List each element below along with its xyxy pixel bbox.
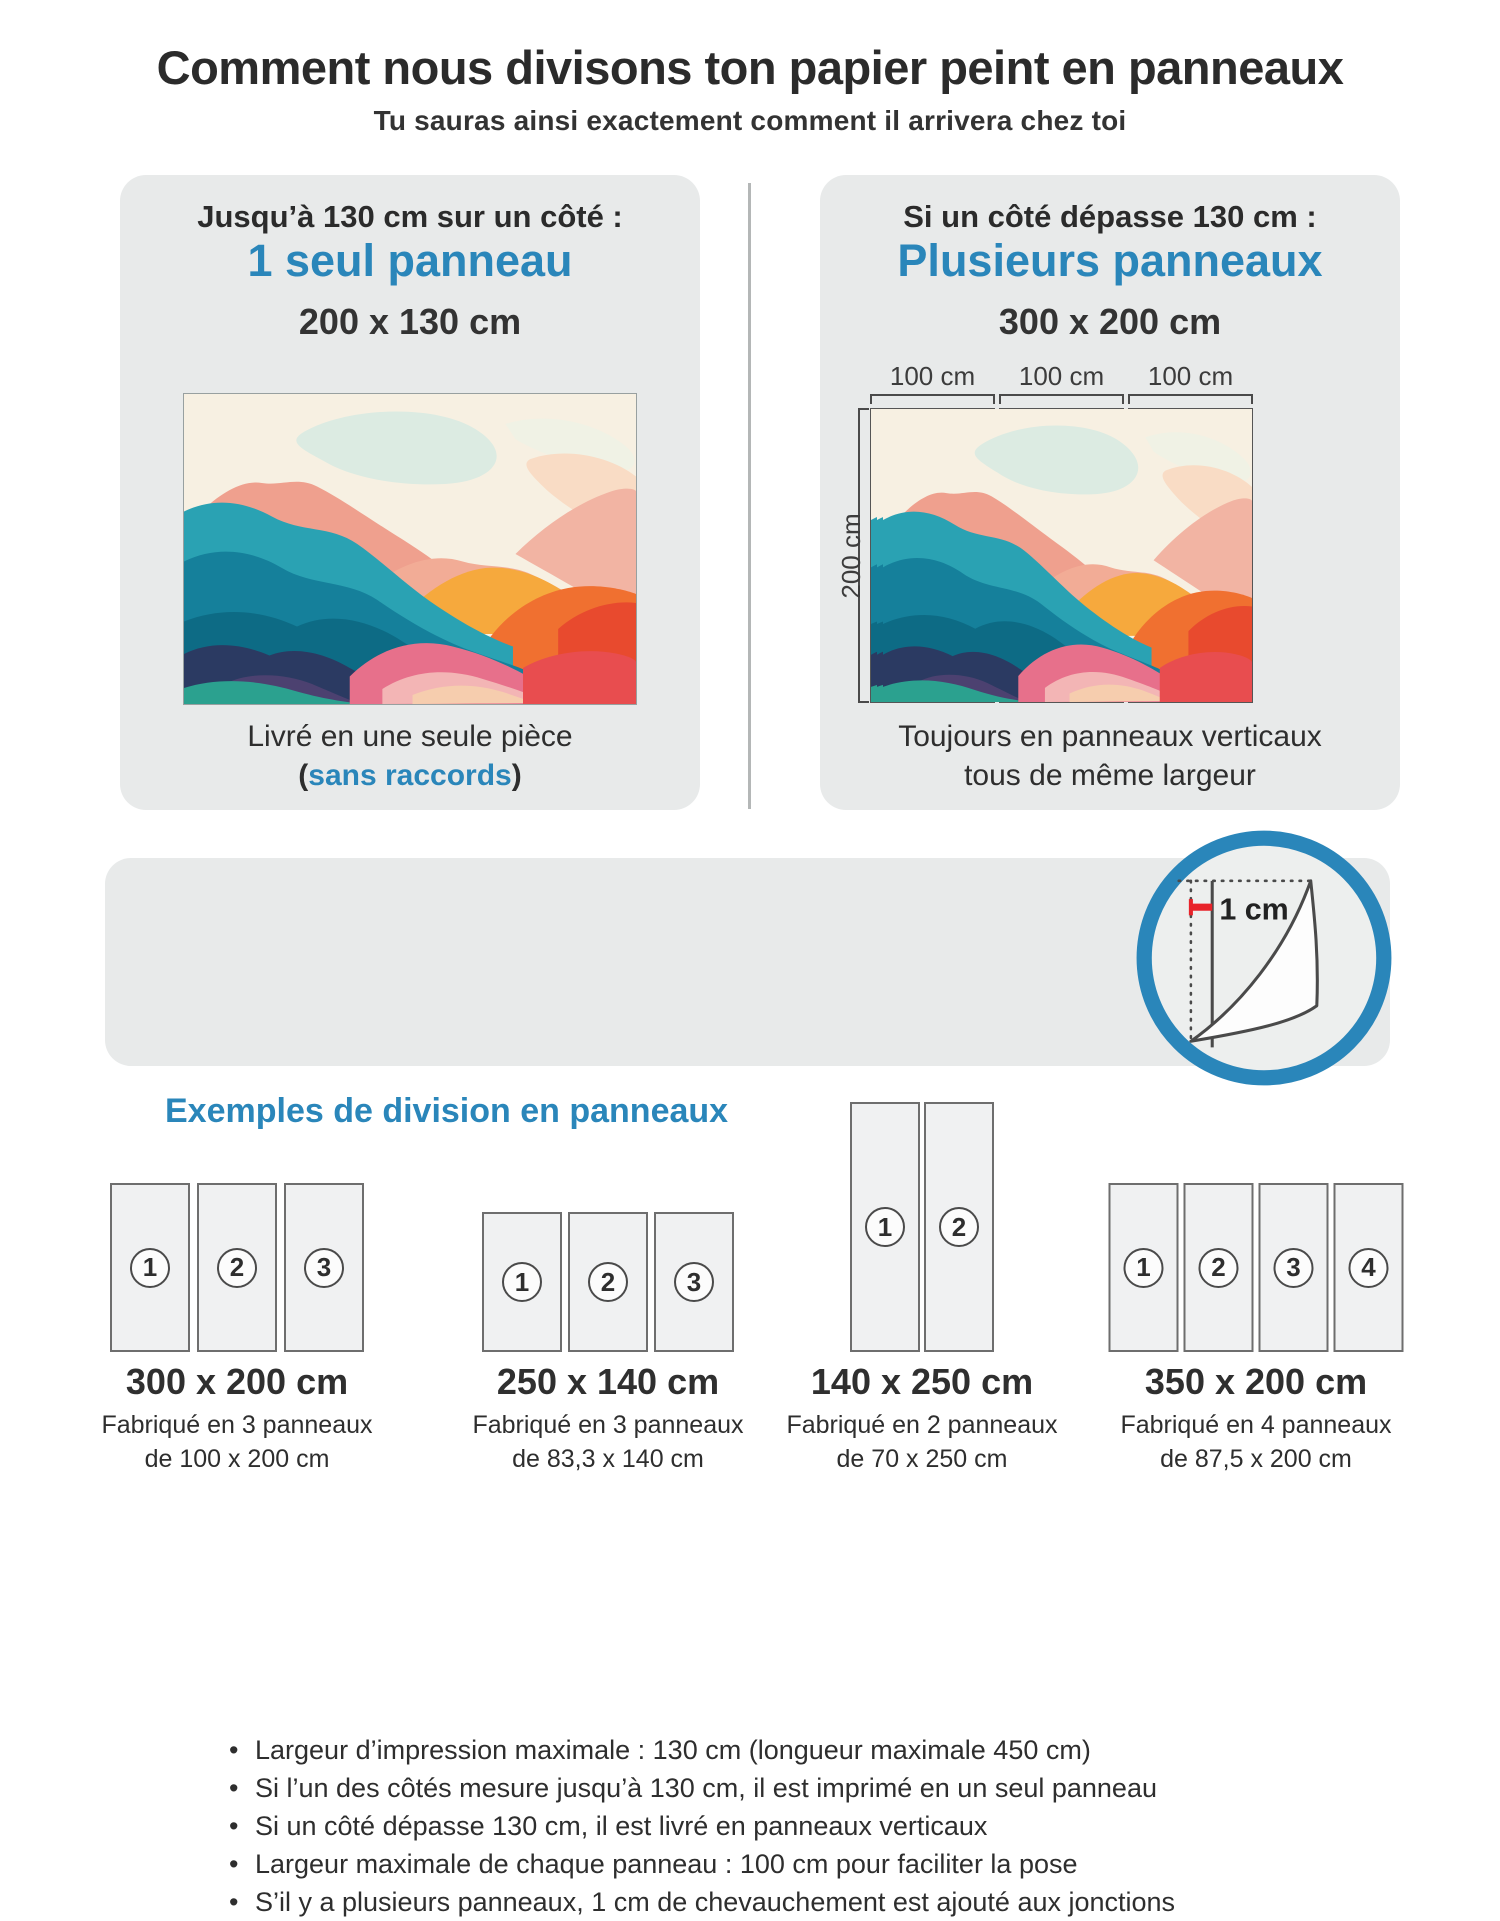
example-300x200 [87,1095,387,1485]
example-panel [568,1212,648,1352]
single-caption-line1: Livré en une seule pièce [247,720,573,753]
example-size: 350 x 200 cm [1144,1361,1368,1402]
width-label-1: 100 cm [889,361,976,391]
rule-item: • Largeur maximale de chaque panneau : 100 cm pour faciliter la pose [225,1845,1175,1883]
width-measure-brackets [870,394,1253,404]
example-made-line2: de 70 x 250 cm [836,1445,1008,1473]
panel-number-badge: 1 [865,1207,905,1247]
examples-heading: Exemples de division en panneaux [165,1092,729,1130]
page-title: Comment nous divisons ton papier peint en panneaux [156,41,1344,94]
width-bracket [870,394,995,404]
overlap-measure-label: 1 cm [1219,892,1289,927]
example-140x250 [772,1095,1072,1485]
watercolor-artwork [184,394,636,704]
overlap-badge [1132,826,1396,1090]
height-measure-label: 200 cm [836,513,866,599]
wallpaper-preview-single [183,393,637,705]
width-label-2: 100 cm [1018,361,1105,391]
single-headline: 1 seul panneau [247,235,573,286]
multi-caption-line2: tous de même largeur [964,759,1256,792]
panel-number-badge: 2 [1199,1248,1239,1288]
example-panel [850,1102,920,1352]
panel-number-badge: 2 [588,1262,628,1302]
paren-open: ( [298,759,309,792]
width-bracket [1128,394,1253,404]
example-panel [1334,1183,1404,1352]
panel-number-badge: 2 [217,1248,257,1288]
example-made-line2: de 87,5 x 200 cm [1160,1445,1352,1473]
paren-close: ) [511,759,522,792]
rules-list [225,1731,1175,1921]
page-subtitle: Tu sauras ainsi exactement comment il arrivera chez toi [373,105,1127,136]
panel-number-badge: 1 [502,1262,542,1302]
cards-divider [748,183,751,809]
multi-size: 300 x 200 cm [998,301,1222,342]
card-single-panel [120,175,700,810]
example-panels [1109,1183,1404,1352]
example-panel [482,1212,562,1352]
multi-headline: Plusieurs panneaux [897,235,1323,286]
example-350x200 [1096,1095,1416,1485]
example-made-line1: Fabriqué en 4 panneaux [1120,1411,1392,1439]
watercolor-slice-3 [1129,409,1252,702]
example-panels [850,1102,994,1352]
example-panel [924,1102,994,1352]
card-multiple-panels [820,175,1400,810]
example-made-line1: Fabriqué en 3 panneaux [101,1411,373,1439]
example-made-line1: Fabriqué en 2 panneaux [786,1411,1058,1439]
wallpaper-panel [1128,408,1253,703]
example-panel [1184,1183,1254,1352]
wallpaper-preview-split [870,408,1253,703]
example-panel [197,1183,277,1352]
rule-item: • Largeur d’impression maximale : 130 cm (longueur maximale 450 cm) [225,1731,1175,1769]
example-size: 250 x 140 cm [496,1361,720,1402]
rule-item: • Si un côté dépasse 130 cm, il est livré en panneaux verticaux [225,1807,1175,1845]
panel-number-badge: 3 [304,1248,344,1288]
example-panel [654,1212,734,1352]
rule-item: • S’il y a plusieurs panneaux, 1 cm de chevauchement est ajouté aux jonctions [225,1883,1175,1921]
example-panels [110,1183,364,1352]
caption-highlight: sans raccords [308,759,512,792]
single-caption-line2 [120,759,700,793]
example-250x140 [458,1095,758,1485]
example-panel [284,1183,364,1352]
single-condition: Jusqu’à 130 cm sur un côté : [197,199,623,234]
panel-number-badge: 3 [674,1262,714,1302]
width-measure-labels [870,361,1253,392]
example-size: 140 x 250 cm [810,1361,1034,1402]
width-bracket [999,394,1124,404]
multi-caption-line1: Toujours en panneaux verticaux [898,720,1322,753]
width-label-3: 100 cm [1147,361,1234,391]
example-made-line1: Fabriqué en 3 panneaux [472,1411,744,1439]
example-panel [110,1183,190,1352]
panel-number-badge: 4 [1349,1248,1389,1288]
panel-number-badge: 1 [130,1248,170,1288]
panel-number-badge: 1 [1124,1248,1164,1288]
multi-condition: Si un côté dépasse 130 cm : [903,199,1317,234]
panel-number-badge: 3 [1274,1248,1314,1288]
page-overlap-icon [1132,826,1396,1090]
single-size: 200 x 130 cm [298,301,522,342]
rule-item: • Si l’un des côtés mesure jusqu’à 130 cm, il est imprimé en un seul panneau [225,1769,1175,1807]
example-made-line2: de 83,3 x 140 cm [512,1445,704,1473]
example-panel [1259,1183,1329,1352]
example-panel [1109,1183,1179,1352]
example-size: 300 x 200 cm [125,1361,349,1402]
example-panels [482,1212,734,1352]
panel-number-badge: 2 [939,1207,979,1247]
example-made-line2: de 100 x 200 cm [144,1445,330,1473]
